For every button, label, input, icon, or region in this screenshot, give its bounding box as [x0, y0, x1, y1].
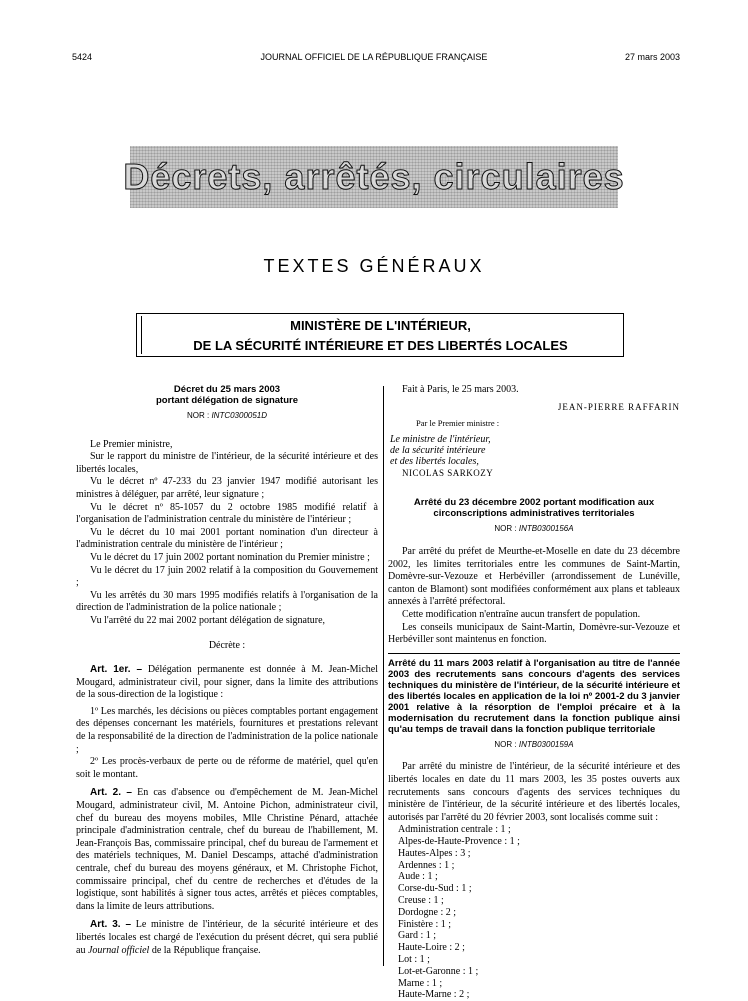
nor-code: INTB0300159A — [518, 739, 574, 749]
pm-signature: JEAN-PIERRE RAFFARIN — [557, 401, 680, 412]
list-item: Alpes-de-Haute-Provence : 1 ; — [398, 836, 520, 848]
decree-nor — [76, 410, 378, 423]
left-column — [76, 384, 378, 957]
separator-rule — [388, 653, 680, 654]
list-item: Administration centrale : 1 ; — [398, 824, 511, 836]
list-item: Haute-Marne : 2 ; — [398, 989, 470, 1001]
nor-label: NOR : — [494, 524, 517, 534]
article-3 — [76, 919, 378, 957]
decree-paragraph: Vu le décret du 17 juin 2002 relatif à la composition du Gouvernement ; — [76, 564, 378, 589]
decree-title-line-1: Décret du 25 mars 2003 — [173, 384, 281, 395]
ministry-frame — [141, 316, 619, 354]
article-3-label: Art. 3. – — [90, 919, 132, 931]
article-2-text: En cas d'absence ou d'empêchement de M. Jean-Michel Mougard, administrateur civil, M. Antoine Pichon, administrateur civil, chef du bureau des moyens mobiles, Mlle Christine Pénard, attachée principale d'administration centrale, chef du bureau de l'habillement, M. Jean-François Bas, commissaire principal, chef du bureau de l'armement et des matériels techniques, M. Daniel Descamps, attaché d'administration centrale, chef du bureau des moyens généraux, et M. Christophe Fichot, commissaire principal, chef du centre de recherches et d'études de la logistique, sont habilités à signer tous actes, arrêtés et pièces comptables, dans la limite de leurs attributions. — [76, 787, 378, 912]
banner-title: Décrets, arrêtés, circulaires — [123, 156, 625, 197]
article-1-item-1: 1º Les marchés, les décisions ou pièces comptables portant engagement des dépenses concernant les matériels, fournitures et prestations relevant de la responsabilité de la direction de l'administration de la police nationale ; — [76, 705, 378, 755]
minister-title — [390, 434, 680, 467]
page-number: 5424 — [72, 52, 93, 62]
article-3-text-a: Le ministre de l'intérieur, de la sécurité intérieure et des libertés locales est chargé de l'exécution du présent décret, qui sera publié au — [76, 919, 378, 956]
decree-paragraph: Vu l'arrêté du 22 mai 2002 portant délégation de signature, — [90, 614, 326, 626]
arrete-1-title: Arrêté du 23 décembre 2002 portant modification aux circonscriptions administratives territoriales — [413, 497, 655, 520]
article-1 — [76, 664, 378, 702]
decree-paragraph: Vu le décret nº 85-1057 du 2 octobre 1985 modifié relatif à l'organisation de l'administration centrale du ministère de l'intérieur ; — [76, 501, 378, 526]
issue-date: 27 mars 2003 — [624, 52, 680, 62]
article-2-label: Art. 2. – — [90, 787, 132, 799]
article-1-item-2: 2º Les procès-verbaux de perte ou de réforme de matériel, quel qu'en soit le montant. — [76, 756, 378, 780]
by-pm: Par le Premier ministre : — [416, 418, 500, 429]
article-1-text: Délégation permanente est donnée à M. Jean-Michel Mougard, administrateur civil, pour signer, dans la limite des attributions de la sous-direction de la logistique : — [76, 664, 378, 701]
section-heading: TEXTES GÉNÉRAUX — [263, 256, 485, 276]
right-column — [388, 384, 680, 1001]
journal-title: JOURNAL OFFICIEL DE LA RÉPUBLIQUE FRANÇAISE — [260, 52, 488, 62]
decree-paragraph: Vu le décret du 17 juin 2002 portant nomination du Premier ministre ; — [90, 551, 370, 563]
list-item: Marne : 1 ; — [398, 977, 443, 989]
ministry-line-1: MINISTÈRE DE L'INTÉRIEUR, — [290, 318, 471, 333]
list-item: Finistère : 1 ; — [398, 918, 452, 930]
arrete-2-title: Arrêté du 11 mars 2003 relatif à l'organisation au titre de l'année 2003 des recrutements sans concours d'agents des services techniques du ministère de l'intérieur, de la sécurité intérieure et des libertés locales en application de la loi nº 2001-2 du 3 janvier 2001 relative à la résorption de l'emploi précaire et à la modernisation du recrutement dans la fonction publique ainsi qu'au temps de travail dans la fonction publique territoriale — [388, 657, 680, 735]
article-1-label: Art. 1er. – — [90, 664, 143, 676]
decree-paragraph: Vu le décret nº 47-233 du 23 janvier 1947 modifié autorisant les ministres à déléguer, par arrêté, leur signature ; — [76, 476, 378, 500]
list-item: Dordogne : 2 ; — [398, 906, 457, 918]
arrete-1-paragraph: Cette modification n'entraîne aucun transfert de population. — [402, 608, 641, 620]
minister-line-1: Le ministre de l'intérieur, — [390, 433, 491, 445]
done-at: Fait à Paris, le 25 mars 2003. — [402, 384, 519, 395]
decree-title — [76, 384, 378, 406]
article-2 — [76, 787, 378, 913]
ministry-box — [136, 313, 624, 357]
arrete-1-nor — [388, 523, 680, 536]
arrete-1-paragraph: Par arrêté du préfet de Meurthe-et-Moselle en date du 23 décembre 2002, les limites territoriales entre les communes de Saint-Martin, Domèvre-sur-Vezouze et Herbéviller (arrondissement de Lunéville, canton de Blamont) sont modifiées conformément aux plans et tableaux annexés à l'arrêté préfectoral. — [388, 545, 680, 608]
minister-line-2: de la sécurité intérieure — [390, 444, 486, 456]
list-item: Ardennes : 1 ; — [398, 859, 455, 871]
journal-officiel-ref: Journal officiel — [87, 944, 150, 956]
minister-signature: NICOLAS SARKOZY — [402, 467, 494, 478]
decree-paragraph: Vu le décret du 10 mai 2001 portant nomination d'un directeur à l'administration centrale du ministère de l'intérieur ; — [76, 526, 378, 551]
decree-paragraph: Vu les arrêtés du 30 mars 1995 modifiés relatifs à l'organisation de la direction de l'administration de la police nationale ; — [76, 589, 378, 614]
minister-line-3: et des libertés locales, — [390, 455, 479, 467]
section-banner — [123, 146, 625, 208]
decree-paragraph: Sur le rapport du ministre de l'intérieur, de la sécurité intérieure et des libertés locales, — [76, 451, 378, 475]
nor-label: NOR : — [494, 739, 517, 749]
nor-code: INTB0300156A — [518, 524, 574, 534]
list-item: Gard : 1 ; — [398, 930, 437, 942]
list-item: Aude : 1 ; — [398, 871, 438, 883]
column-divider — [383, 386, 384, 966]
list-item: Haute-Loire : 2 ; — [398, 942, 465, 954]
nor-label: NOR : — [186, 411, 210, 420]
arrete-2-paragraph: Par arrêté du ministre de l'intérieur, de la sécurité intérieure et des libertés locales en date du 11 mars 2003, les 35 postes ouverts aux recrutements sans concours d'agents des services techniques du ministère de l'intérieur, de la sécurité intérieure et des libertés locales, autorisés par l'arrêté du 20 février 2003, sont localisés comme suit : — [388, 761, 680, 823]
list-item: Lot-et-Garonne : 1 ; — [398, 965, 479, 977]
article-3-text-b: de la République française. — [151, 944, 261, 956]
decree-title-line-2: portant délégation de signature — [156, 395, 298, 406]
arrete-2-nor — [388, 739, 680, 752]
list-item: Hautes-Alpes : 3 ; — [398, 847, 471, 859]
list-item: Creuse : 1 ; — [398, 895, 444, 907]
post-list — [398, 824, 680, 1001]
nor-code: INTC0300051D — [211, 411, 268, 420]
decree-paragraph: Le Premier ministre, — [90, 438, 173, 450]
arrete-1-paragraph: Les conseils municipaux de Saint-Martin, Domèvre-sur-Vezouze et Herbéviller sont maintenus en fonction. — [388, 621, 680, 646]
ministry-line-2: DE LA SÉCURITÉ INTÉRIEURE ET DES LIBERTÉS LOCALES — [193, 338, 568, 353]
decrete-heading: Décrète : — [208, 639, 246, 651]
list-item: Corse-du-Sud : 1 ; — [398, 883, 472, 895]
list-item: Lot : 1 ; — [398, 954, 430, 966]
